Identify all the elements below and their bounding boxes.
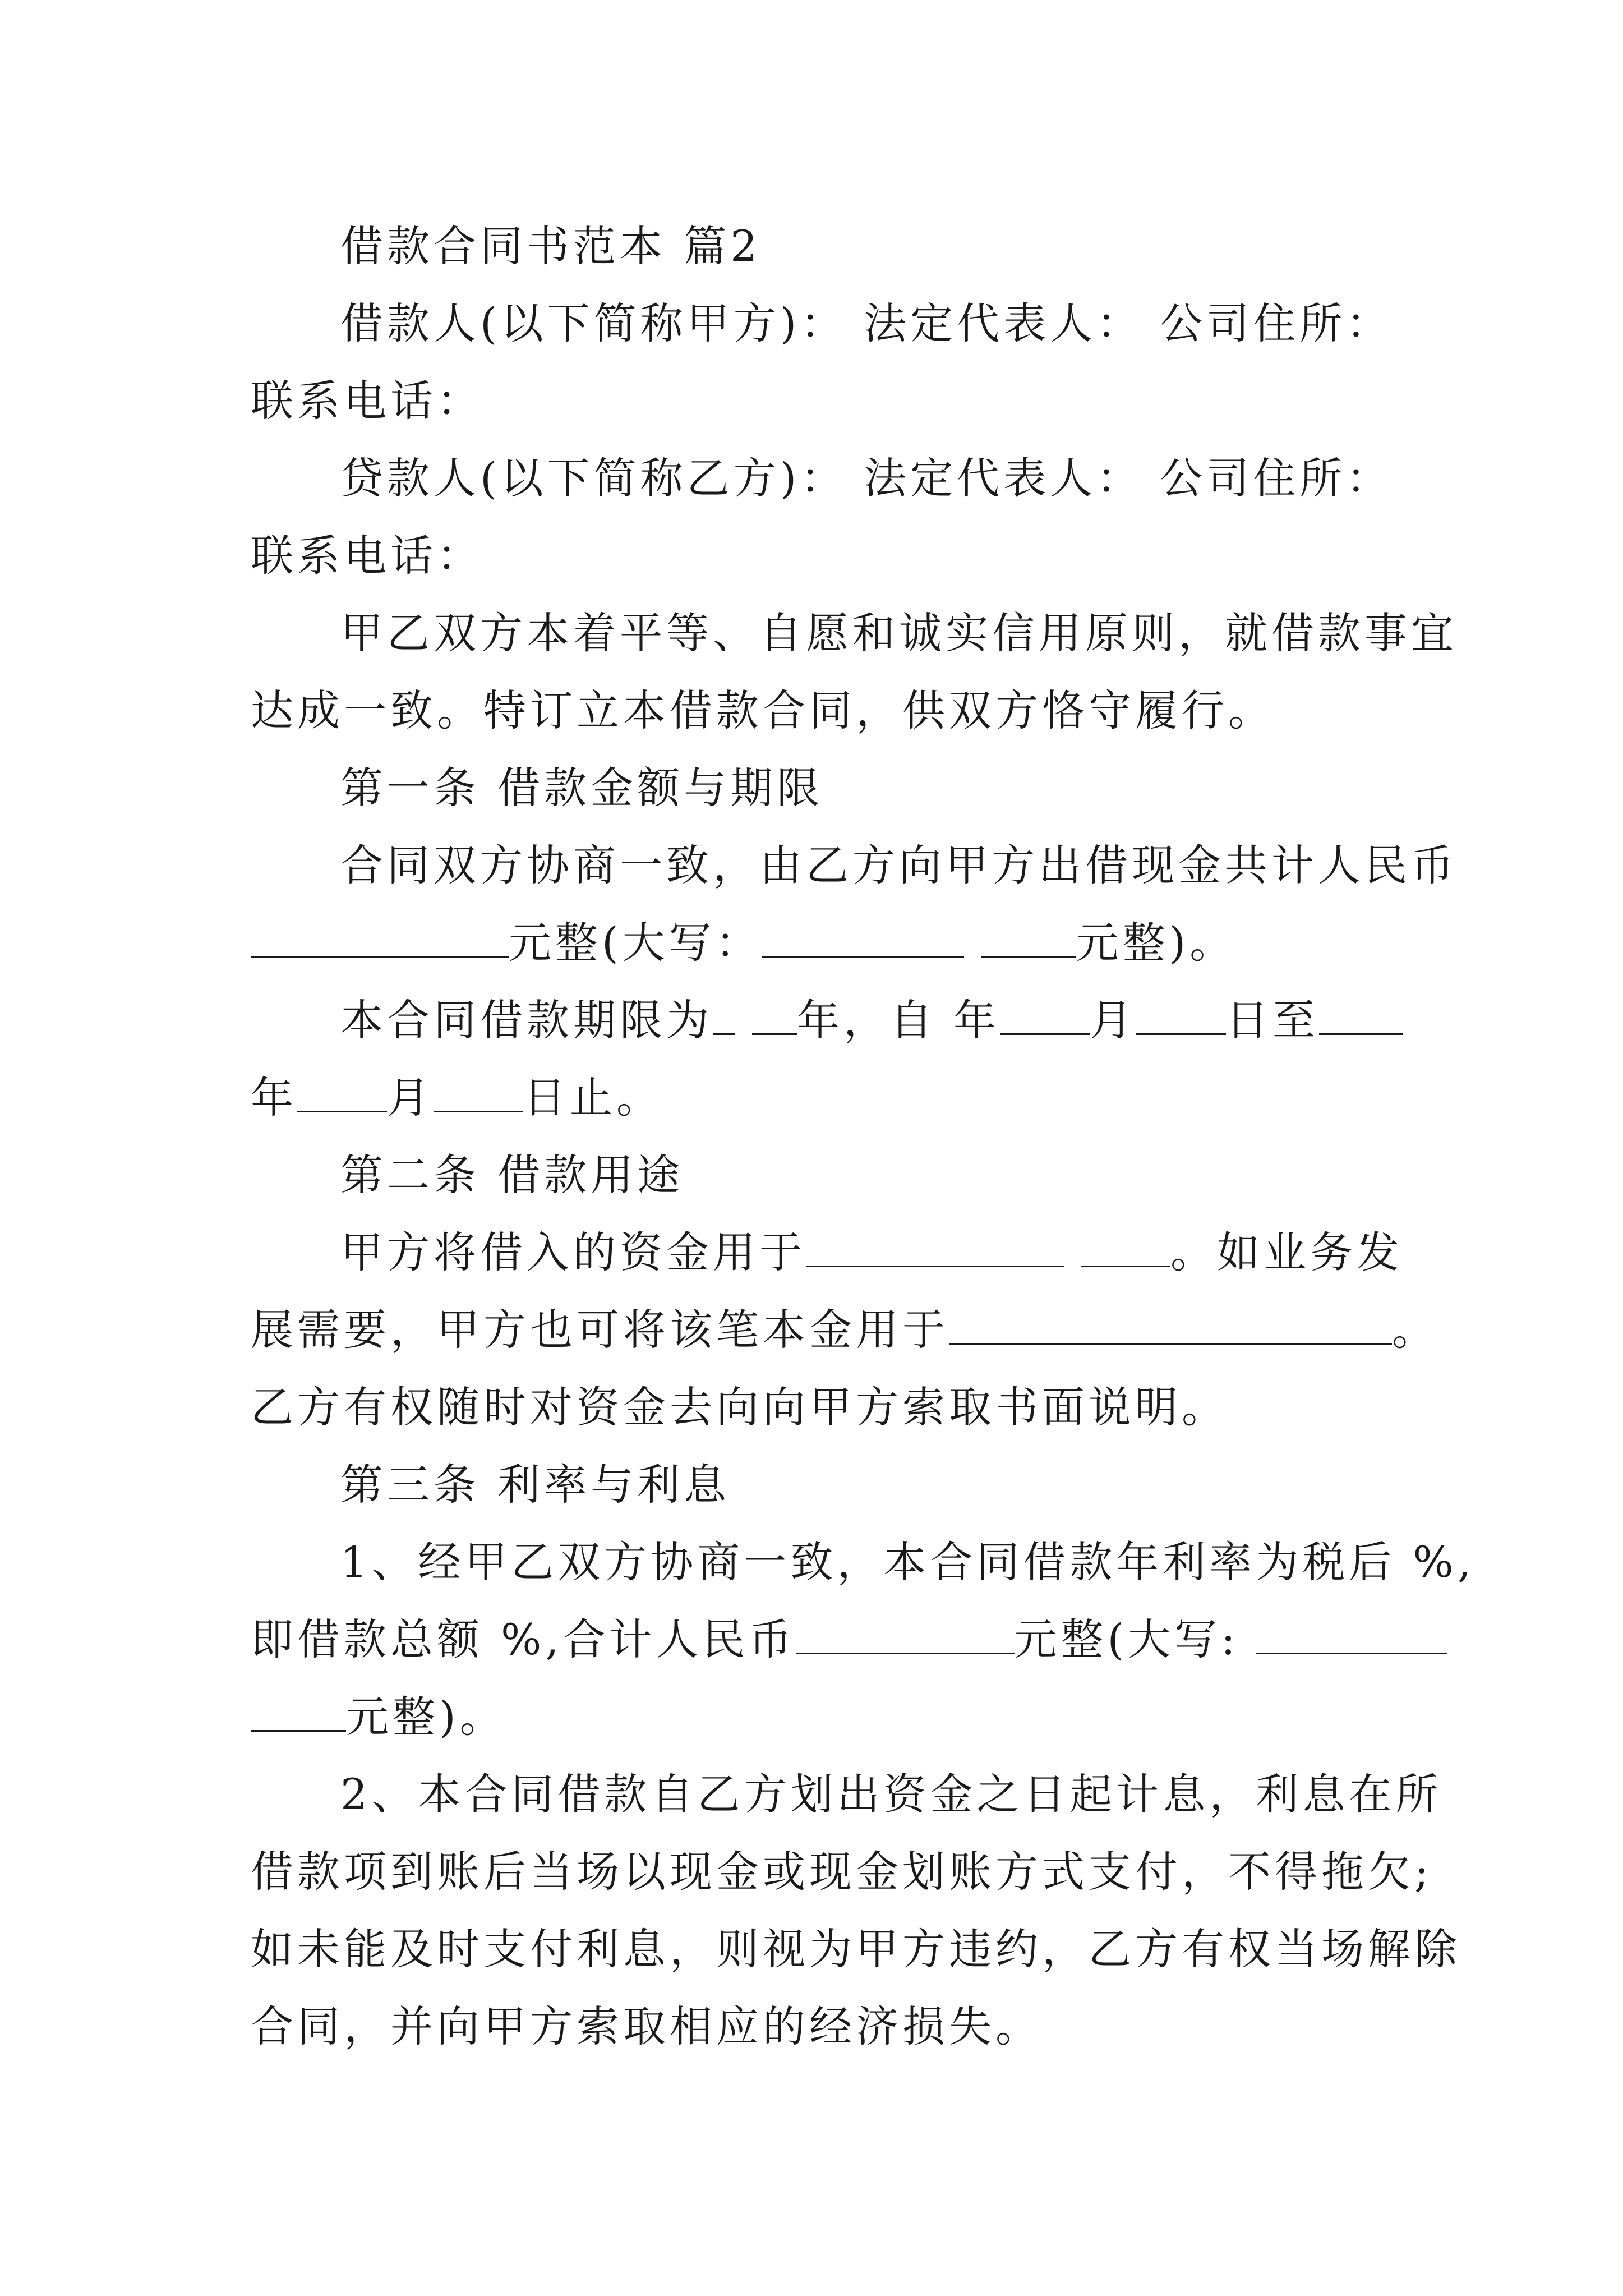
end-day-label: 日止。 bbox=[523, 1073, 663, 1122]
article-1-para-1-line-1: 合同双方协商一致，由乙方向甲方出借现金共计人民币 bbox=[340, 840, 1458, 890]
intro-line-1: 甲乙双方本着平等、自愿和诚实信用原则，就借款事宜 bbox=[340, 608, 1458, 658]
alt-purpose-blank[interactable] bbox=[949, 1304, 1392, 1345]
article-2-line-3: 乙方有权随时对资金去向向甲方索取书面说明。 bbox=[251, 1382, 1228, 1432]
document-title: 借款合同书范本 篇2 bbox=[340, 221, 762, 271]
article-2-heading: 第二条 借款用途 bbox=[340, 1150, 684, 1200]
term-label: 本合同借款期限为 bbox=[340, 995, 713, 1045]
interest-yuan-label: 元整(大写: bbox=[1014, 1614, 1239, 1664]
lender-phone-label: 联系电话： bbox=[251, 531, 483, 581]
alt-purpose-label: 展需要，甲方也可将该笔本金用于 bbox=[251, 1305, 949, 1355]
borrower-label: 借款人(以下简称甲方)： bbox=[340, 298, 847, 348]
amount-end-label: 元整)。 bbox=[1076, 918, 1237, 968]
amount-yuan-label: 元整(大写： bbox=[509, 918, 762, 968]
lender-address-label: 公司住所： bbox=[1160, 453, 1393, 503]
borrower-line bbox=[251, 285, 1393, 362]
end-month-label: 月 bbox=[387, 1073, 434, 1122]
interest-amount-blank[interactable] bbox=[796, 1613, 1015, 1654]
article-1-heading: 第一条 借款金额与期限 bbox=[340, 763, 824, 813]
term-year-label: 年，自 bbox=[797, 995, 937, 1045]
borrower-address-label: 公司住所： bbox=[1160, 298, 1393, 348]
article-3-clause-1-line-1: 1、经甲乙双方协商一致，本合同借款年利率为税后 %, bbox=[340, 1537, 1475, 1587]
article-1-para-2-line-1 bbox=[251, 982, 1372, 1059]
article-2-line-1 bbox=[251, 1214, 1403, 1291]
lender-line bbox=[251, 440, 1393, 517]
total-amount-label: 即借款总额 %,合计人民币 bbox=[251, 1614, 796, 1664]
start-year-label: 年 bbox=[953, 995, 1000, 1045]
start-month-blank[interactable] bbox=[1000, 994, 1090, 1035]
article-3-clause-1-line-3 bbox=[251, 1678, 1372, 1756]
purpose-blank-2[interactable] bbox=[1081, 1226, 1170, 1267]
borrower-phone-label: 联系电话： bbox=[251, 376, 483, 426]
start-month-label: 月 bbox=[1090, 995, 1136, 1045]
article-1-para-1-line-2 bbox=[251, 904, 1372, 982]
alt-purpose-end: 。 bbox=[1392, 1305, 1438, 1355]
amount-blank[interactable] bbox=[251, 917, 509, 958]
article-3-clause-2-line-3: 如未能及时支付利息，则视为甲方违约，乙方有权当场解除 bbox=[251, 1924, 1461, 1974]
end-year-blank[interactable] bbox=[1319, 994, 1403, 1035]
end-month-blank[interactable] bbox=[297, 1071, 387, 1112]
interest-end-label: 元整)。 bbox=[346, 1692, 506, 1742]
term-blank-a[interactable] bbox=[713, 994, 735, 1035]
purpose-label: 甲方将借入的资金用于 bbox=[340, 1227, 806, 1277]
article-3-clause-1-line-2 bbox=[251, 1601, 1372, 1678]
article-1-para-2-line-2 bbox=[251, 1059, 1372, 1137]
purpose-end-label: 。如业务发 bbox=[1170, 1227, 1403, 1277]
purpose-blank[interactable] bbox=[806, 1226, 1064, 1267]
amount-capital-blank-2[interactable] bbox=[981, 917, 1076, 958]
article-3-heading: 第三条 利率与利息 bbox=[340, 1460, 731, 1510]
article-3-clause-2-line-4: 合同，并向甲方索取相应的经济损失。 bbox=[251, 2001, 1042, 2051]
contract-body bbox=[251, 208, 1475, 2065]
start-day-label: 日至 bbox=[1226, 995, 1319, 1045]
start-day-blank[interactable] bbox=[1136, 994, 1226, 1035]
interest-capital-blank-2[interactable] bbox=[251, 1691, 346, 1732]
borrower-rep-label: 法定代表人： bbox=[864, 298, 1144, 348]
end-day-blank[interactable] bbox=[434, 1071, 523, 1112]
intro-line-2: 达成一致。特订立本借款合同，供双方恪守履行。 bbox=[251, 685, 1275, 735]
amount-capital-blank[interactable] bbox=[762, 917, 964, 958]
interest-capital-blank[interactable] bbox=[1256, 1613, 1447, 1654]
article-2-line-2 bbox=[251, 1291, 1438, 1369]
article-3-clause-2-line-1: 2、本合同借款自乙方划出资金之日起计息，利息在所 bbox=[340, 1769, 1442, 1819]
end-year-label: 年 bbox=[251, 1073, 297, 1122]
lender-rep-label: 法定代表人： bbox=[864, 453, 1144, 503]
term-blank-b[interactable] bbox=[752, 994, 797, 1035]
lender-label: 贷款人(以下简称乙方)： bbox=[340, 453, 847, 503]
article-3-clause-2-line-2: 借款项到账后当场以现金或现金划账方式支付，不得拖欠; bbox=[251, 1847, 1433, 1897]
